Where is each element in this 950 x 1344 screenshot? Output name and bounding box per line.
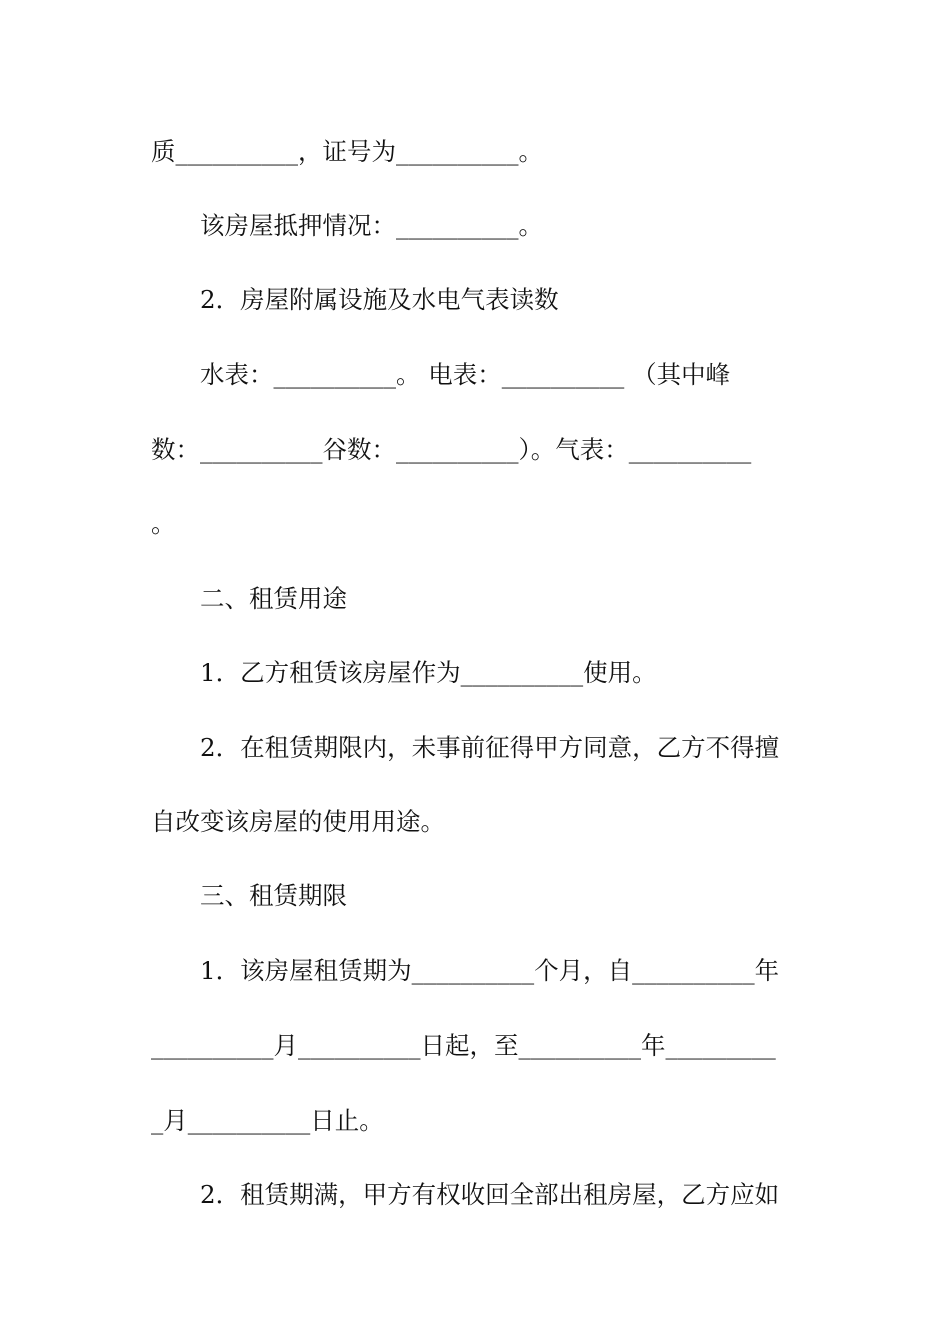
text-line: 。 <box>151 509 176 538</box>
text-line: 数：__________谷数：__________）。气表：__________ <box>151 435 752 464</box>
text-line: 质__________，证号为__________。 <box>151 137 543 166</box>
text-line: __________月__________日起，至__________年_________ <box>151 1031 776 1060</box>
text-line: 自改变该房屋的使用用途。 <box>151 807 445 836</box>
text-line: 2．在租赁期限内，未事前征得甲方同意，乙方不得擅 <box>200 733 780 762</box>
text-line: 1．乙方租赁该房屋作为__________使用。 <box>200 658 657 687</box>
section-heading: 二、租赁用途 <box>200 584 347 613</box>
text-line: 1．该房屋租赁期为__________个月，自__________年 <box>200 956 780 985</box>
text-line: 2．房屋附属设施及水电气表读数 <box>200 285 559 314</box>
text-line: 2．租赁期满，甲方有权收回全部出租房屋，乙方应如 <box>200 1180 780 1209</box>
text-line: _月__________日止。 <box>151 1106 384 1135</box>
section-heading: 三、租赁期限 <box>200 881 347 910</box>
text-line: 水表：__________。 电表：__________ （其中峰 <box>200 360 731 389</box>
text-line: 该房屋抵押情况：__________。 <box>200 211 543 240</box>
